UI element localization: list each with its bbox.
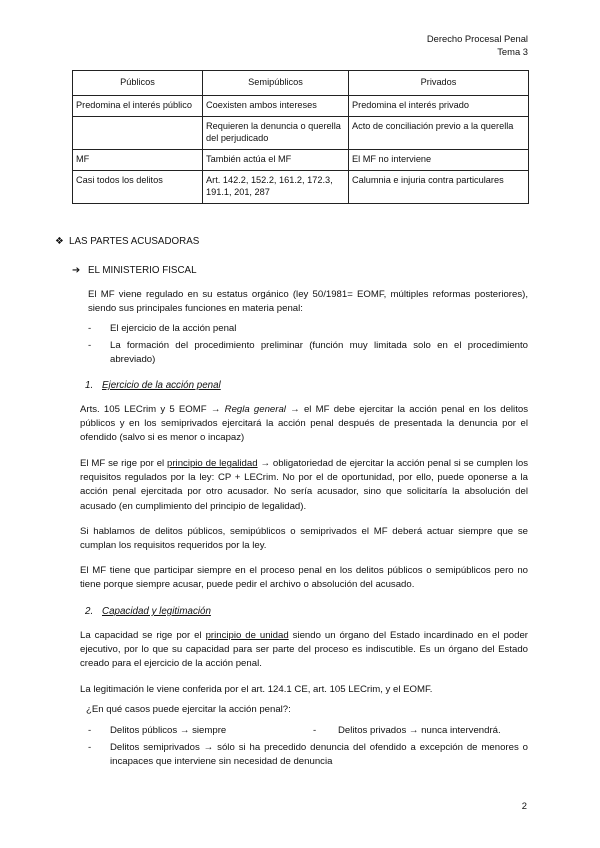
cases-row [88, 724, 528, 738]
list-item [88, 741, 528, 769]
paragraph-delitos: Si hablamos de delitos públicos, semipúblicos o semiprivados el MF deberá actuar siempre que se cumplan los requisitos requeridos por la ley. [80, 526, 528, 552]
table-row [73, 96, 529, 117]
text-run: → obligatoriedad de ejercitar la acción penal si se cumplen los requisitos regulados por la ley: CP + LECrim. No por el de oportunidad, por ello, puede oponerse a la acción penal ejercitada por otro acusador. No sería acusador, sino que solicitaría la absolución del acusado (en cumplimiento del principio de legalidad). [80, 458, 528, 512]
comparison-table [72, 70, 529, 204]
heading-number: 1. [85, 380, 94, 391]
section-title: LAS PARTES ACUSADORAS [69, 236, 200, 247]
table-cell: El MF no interviene [349, 150, 529, 171]
table-row [73, 150, 529, 171]
dash-bullet: - [313, 725, 317, 736]
table-row [73, 117, 529, 150]
heading-title: Capacidad y legitimación [102, 606, 211, 617]
list-item [88, 339, 528, 367]
table-cell: Casi todos los delitos [73, 171, 203, 204]
arrow-bullet-icon: ➔ [72, 265, 81, 276]
table-cell [73, 117, 203, 150]
paragraph-legitimacion: La legitimación le viene conferida por el art. 124.1 CE, art. 105 LECrim, y el EOMF. [80, 684, 433, 695]
table-row [73, 171, 529, 204]
text-run: La capacidad se rige por el [80, 630, 206, 641]
table-cell: Calumnia e injuria contra particulares [349, 171, 529, 204]
table-cell: Predomina el interés privado [349, 96, 529, 117]
underlined-text: principio de legalidad [167, 458, 258, 469]
intro-paragraph: El MF viene regulado en su estatus orgánico (ley 50/1981= EOMF, múltiples reformas posteriores), siendo sus principales funciones en materia penal: [88, 289, 528, 315]
list-item-text: El ejercicio de la acción penal [110, 323, 237, 334]
case-semiprivate: Delitos semiprivados → sólo si ha precedido denuncia del ofendido a excepción de menores o incapaces que interviene sin necesidad de denuncia [110, 742, 528, 768]
heading-title: Ejercicio de la acción penal [102, 380, 221, 391]
table-header-cell: Semipúblicos [203, 71, 349, 96]
subsection-heading [72, 265, 197, 276]
emphasis-text: Regla general [224, 404, 286, 415]
text-run: Arts. 105 LECrim y 5 EOMF → [80, 404, 225, 415]
paragraph-capacidad [80, 629, 528, 672]
table-header-cell: Privados [349, 71, 529, 96]
page-number: 2 [521, 800, 527, 811]
heading-capacidad [85, 606, 211, 617]
paragraph-legalidad [80, 457, 528, 514]
table-cell: Predomina el interés público [73, 96, 203, 117]
header-unit: Tema 3 [497, 46, 528, 57]
heading-ejercicio [85, 380, 221, 391]
dash-bullet: - [88, 340, 92, 351]
subsection-title: EL MINISTERIO FISCAL [88, 265, 197, 276]
diamond-bullet-icon: ❖ [55, 236, 64, 247]
case-public: Delitos públicos → siempre [110, 725, 227, 736]
table-cell: También actúa el MF [203, 150, 349, 171]
text-run: siendo un órgano del Estado incardinado en el poder ejecutivo, por lo que su capacidad para ser parte del proceso es indiscutible. Es un órgano del Estado creado para el ejercicio de la acción penal. [80, 630, 528, 670]
header-subject: Derecho Procesal Penal [426, 33, 528, 44]
table-cell: Requieren la denuncia o querella del perjudicado [203, 117, 349, 150]
table-header-cell: Públicos [73, 71, 203, 96]
table-cell: Acto de conciliación previo a la querella [349, 117, 529, 150]
paragraph-participar: El MF tiene que participar siempre en el proceso penal en los delitos públicos o semipúblicos pero no tiene porque siempre acusar, puede pedir el archivo o absolución del acusado. [80, 565, 528, 591]
heading-number: 2. [85, 606, 94, 617]
question-line: ¿En qué casos puede ejercitar la acción penal?: [86, 704, 291, 715]
table-cell: Art. 142.2, 152.2, 161.2, 172.3, 191.1, 201, 287 [203, 171, 349, 204]
dash-bullet: - [88, 323, 92, 334]
table-header-row [73, 71, 529, 96]
text-run: El MF se rige por el [80, 458, 168, 469]
list-item [88, 322, 528, 336]
list-item-text: La formación del procedimiento preliminar (función muy limitada solo en el procedimiento abreviado) [110, 340, 528, 366]
section-heading [55, 236, 199, 247]
dash-bullet: - [88, 742, 92, 753]
case-private: Delitos privados → nunca intervendrá. [338, 725, 501, 736]
table-cell: Coexisten ambos intereses [203, 96, 349, 117]
dash-bullet: - [88, 725, 92, 736]
text-run: → el MF debe ejercitar la acción penal en los delitos públicos y en los semiprivados ejercitará la acción penal después de presentada la denuncia por el ofendido (salvo si es menor o incapaz) [80, 404, 528, 444]
paragraph-regla-general [80, 403, 528, 446]
underlined-text: principio de unidad [205, 630, 289, 641]
page-header [427, 32, 528, 58]
table-cell: MF [73, 150, 203, 171]
